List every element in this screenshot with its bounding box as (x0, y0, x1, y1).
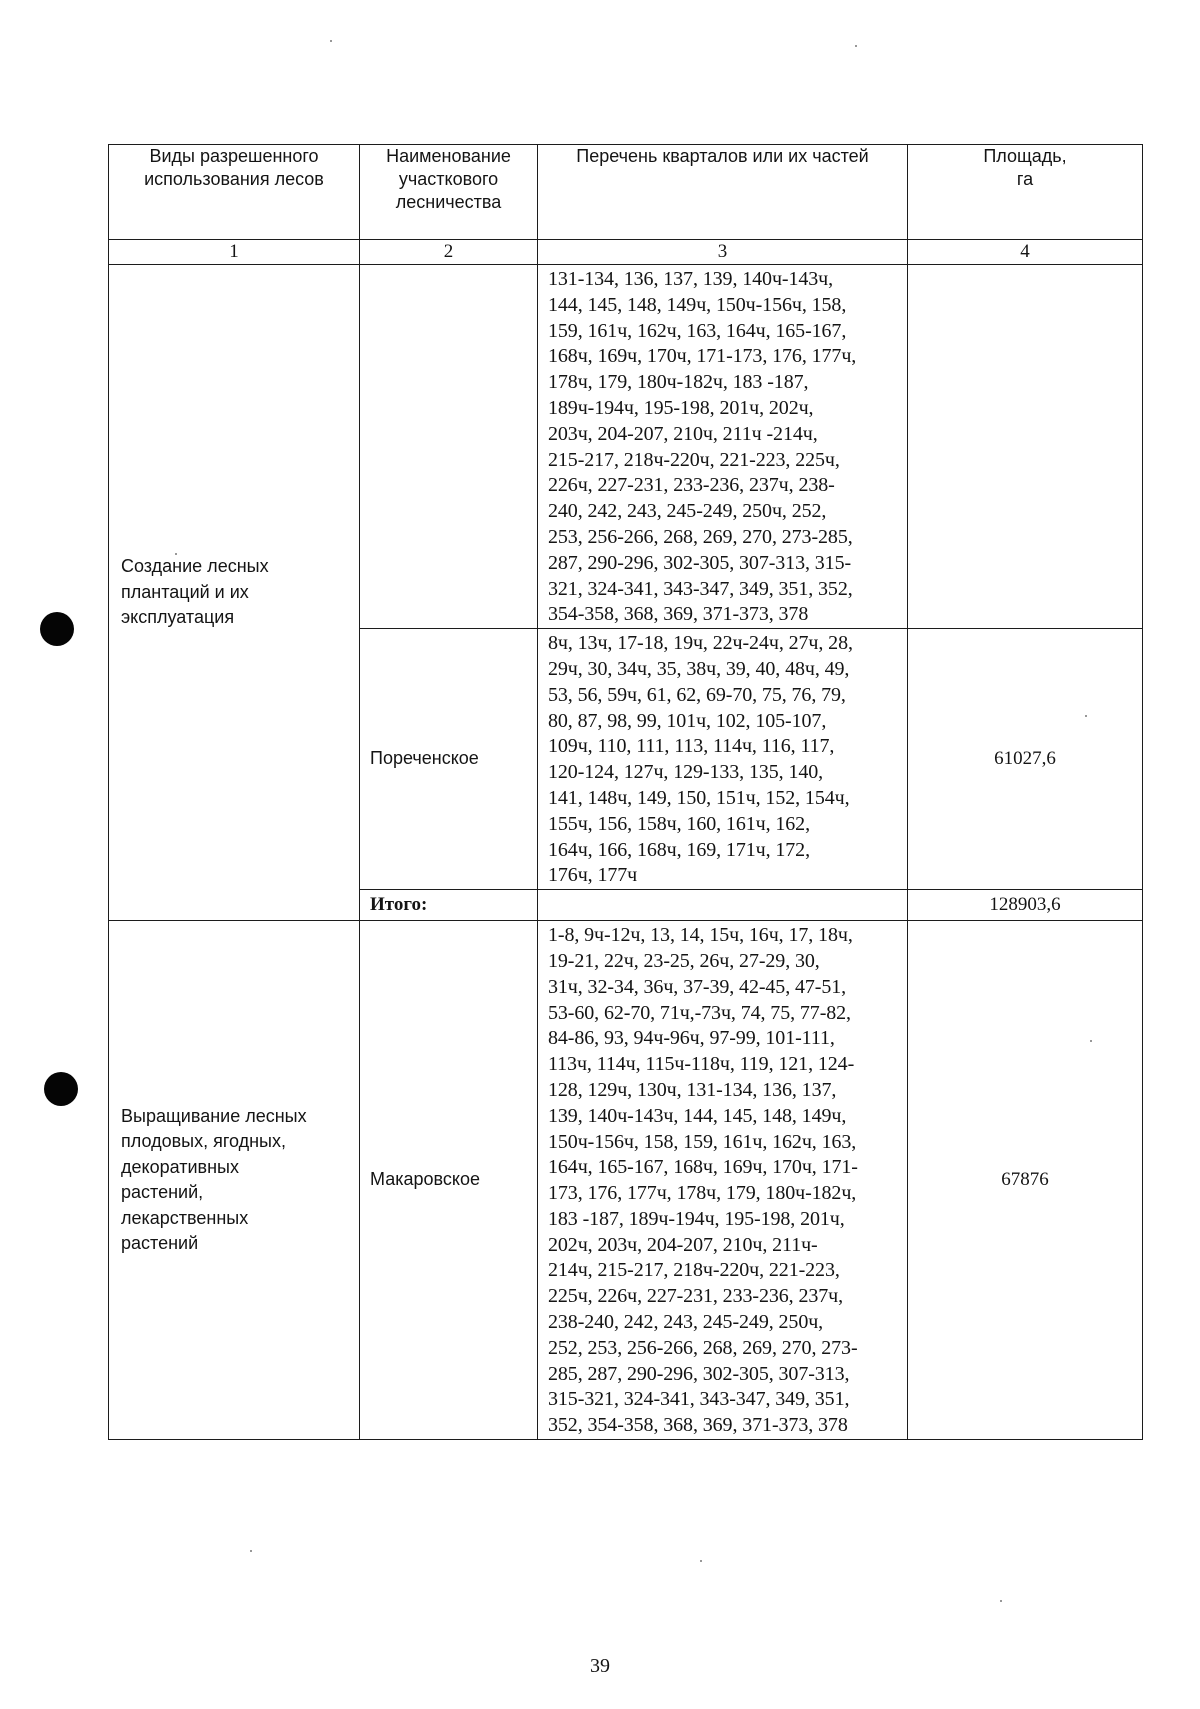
total-label: Итого: (360, 890, 538, 921)
use-type-cell: Выращивание лесных плодовых, ягодных, декоративных растений, лекарственных растений (109, 921, 360, 1440)
page-number: 39 (590, 1655, 610, 1677)
table-row (109, 921, 1143, 1440)
area-cell (908, 265, 1143, 629)
header-cell-forestry: Наименование участкового лесничества (360, 145, 538, 240)
scan-speck (1000, 1600, 1002, 1602)
scan-speck (175, 553, 177, 555)
column-number: 1 (109, 240, 360, 265)
forestry-cell: Макаровское (360, 921, 538, 1440)
scan-speck (250, 1550, 252, 1552)
header-cell-use-type: Виды разрешенного использования лесов (109, 145, 360, 240)
scan-speck (1090, 1040, 1092, 1042)
column-number: 3 (538, 240, 908, 265)
quarters-cell: 131-134, 136, 137, 139, 140ч-143ч, 144, 145, 148, 149ч, 150ч-156ч, 158, 159, 161ч, 162ч, 163, 164ч, 165-167, 168ч, 169ч, 170ч, 171-173, 176, 177ч, 178ч, 179, 180ч-182ч, 183 -187, 189ч-194ч, 195-198, 201ч, 202ч, 203ч, 204-207, 210ч, 211ч -214ч, 215-217, 218ч-220ч, 221-223, 225ч, 226ч, 227-231, 233-236, 237ч, 238- 240, 242, 243, 245-249, 250ч, 252, 253, 256-266, 268, 269, 270, 273-285, 287, 290-296, 302-305, 307-313, 315- 321, 324-341, 343-347, 349, 351, 352, 354-358, 368, 369, 371-373, 378 (538, 265, 908, 629)
column-number: 4 (908, 240, 1143, 265)
scan-speck (855, 45, 857, 47)
forestry-cell (360, 265, 538, 629)
total-empty-cell (538, 890, 908, 921)
total-area: 128903,6 (908, 890, 1143, 921)
column-number: 2 (360, 240, 538, 265)
table-header-row (109, 145, 1143, 240)
table-row (109, 265, 1143, 629)
area-cell: 61027,6 (908, 629, 1143, 890)
scan-speck (330, 40, 332, 42)
column-number-row (109, 240, 1143, 265)
use-type-cell: Создание лесных плантаций и их эксплуатация (109, 265, 360, 921)
scan-speck (1085, 715, 1087, 717)
scan-speck (700, 1560, 702, 1562)
punch-hole-top (40, 612, 74, 646)
quarters-cell: 8ч, 13ч, 17-18, 19ч, 22ч-24ч, 27ч, 28, 29ч, 30, 34ч, 35, 38ч, 39, 40, 48ч, 49, 53, 56, 59ч, 61, 62, 69-70, 75, 76, 79, 80, 87, 98, 99, 101ч, 102, 105-107, 109ч, 110, 111, 113, 114ч, 116, 117, 120-124, 127ч, 129-133, 135, 140, 141, 148ч, 149, 150, 151ч, 152, 154ч, 155ч, 156, 158ч, 160, 161ч, 162, 164ч, 166, 168ч, 169, 171ч, 172, 176ч, 177ч (538, 629, 908, 890)
area-cell: 67876 (908, 921, 1143, 1440)
forestry-cell: Пореченское (360, 629, 538, 890)
forest-use-table (108, 144, 1143, 1440)
quarters-cell: 1-8, 9ч-12ч, 13, 14, 15ч, 16ч, 17, 18ч, 19-21, 22ч, 23-25, 26ч, 27-29, 30, 31ч, 32-34, 36ч, 37-39, 42-45, 47-51, 53-60, 62-70, 71ч,-73ч, 74, 75, 77-82, 84-86, 93, 94ч-96ч, 97-99, 101-111, 113ч, 114ч, 115ч-118ч, 119, 121, 124- 128, 129ч, 130ч, 131-134, 136, 137, 139, 140ч-143ч, 144, 145, 148, 149ч, 150ч-156ч, 158, 159, 161ч, 162ч, 163, 164ч, 165-167, 168ч, 169ч, 170ч, 171- 173, 176, 177ч, 178ч, 179, 180ч-182ч, 183 -187, 189ч-194ч, 195-198, 201ч, 202ч, 203ч, 204-207, 210ч, 211ч- 214ч, 215-217, 218ч-220ч, 221-223, 225ч, 226ч, 227-231, 233-236, 237ч, 238-240, 242, 243, 245-249, 250ч, 252, 253, 256-266, 268, 269, 270, 273- 285, 287, 290-296, 302-305, 307-313, 315-321, 324-341, 343-347, 349, 351, 352, 354-358, 368, 369, 371-373, 378 (538, 921, 908, 1440)
punch-hole-bottom (44, 1072, 78, 1106)
header-cell-quarters: Перечень кварталов или их частей (538, 145, 908, 240)
header-cell-area: Площадь, га (908, 145, 1143, 240)
